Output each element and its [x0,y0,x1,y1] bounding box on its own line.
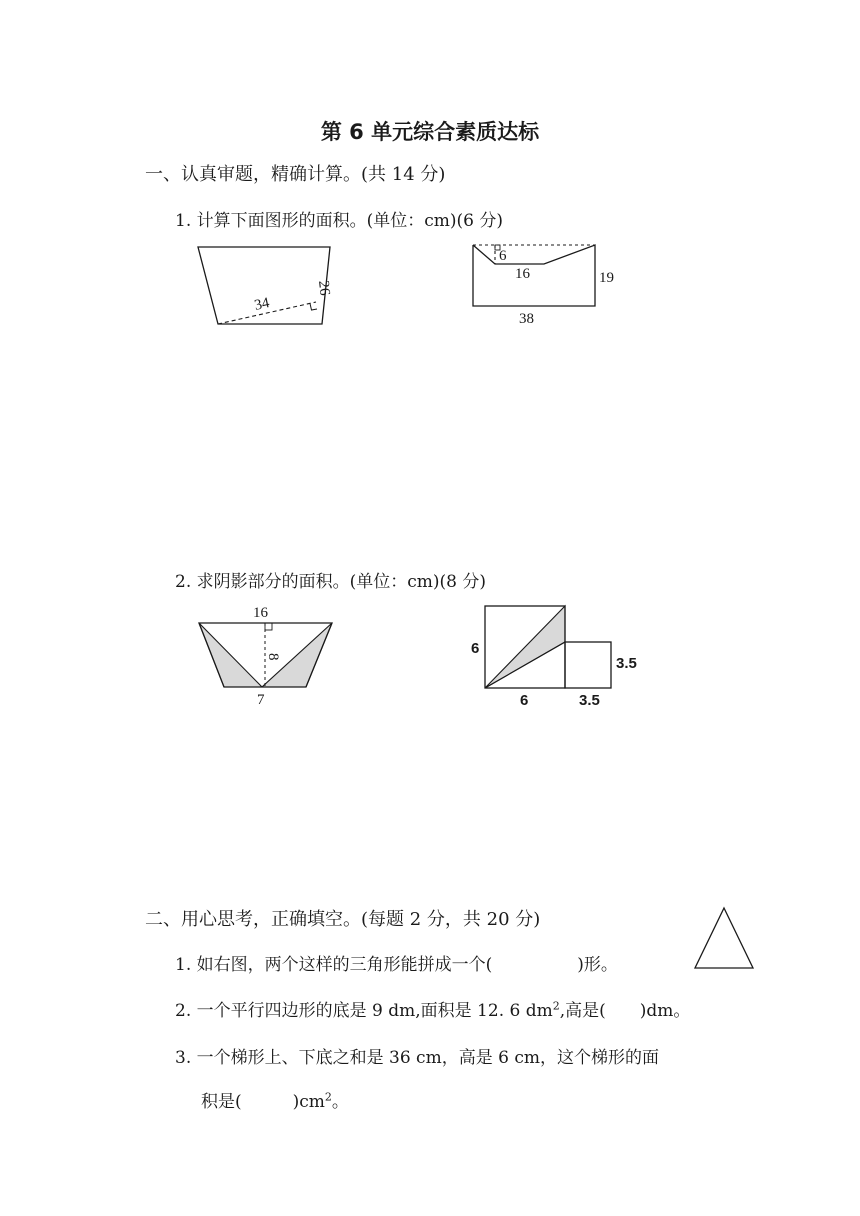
parallelogram-figure [190,240,350,340]
label-right-3-5: 3.5 [616,655,637,672]
label-left-6: 6 [471,640,480,657]
label-bottom-7: 7 [257,692,265,708]
label-bottom-6: 6 [520,692,529,709]
section1-q2-text: 2. 求阴影部分的面积。(单位：cm)(8 分) [175,572,487,592]
page-title: 第 6 单元综合素质达标 [320,120,540,144]
label-bottom-38: 38 [519,311,534,327]
section2-q2-before: 2. 一个平行四边形的底是 9 dm,面积是 12. 6 dm [175,1001,553,1021]
section2-heading: 二、用心思考，正确填空。(每题 2 分，共 20 分) [145,909,541,930]
label-mid-16: 16 [515,266,530,282]
section2-q1: 1. 如右图，两个这样的三角形能拼成一个( )形。 [175,955,618,975]
label-top-16: 16 [253,605,268,621]
trapezoid-shaded-figure [190,600,340,712]
label-base-34: 34 [252,295,271,314]
label-bottom-3-5: 3.5 [579,692,600,709]
label-height-8: 8 [265,653,281,661]
section2-q3-line2 [201,1087,349,1112]
label-top-6: 6 [499,248,507,264]
notched-rectangle-figure [465,238,635,333]
two-squares-shaded-figure [465,600,655,715]
section1-heading: 一、认真审题，精确计算。(共 14 分) [145,164,446,185]
section2-q3-before: 积是( )cm [201,1092,325,1112]
section1-q1-text: 1. 计算下面图形的面积。(单位：cm)(6 分) [175,211,504,231]
section2-q3-after: 。 [331,1092,349,1112]
label-side-19: 19 [599,270,614,286]
section2-q3-line1: 3. 一个梯形上、下底之和是 36 cm，高是 6 cm，这个梯形的面 [175,1048,659,1068]
section2-q2-sup: 2 [552,999,560,1013]
section2-q2-after: ,高是( )dm。 [559,1001,691,1021]
triangle-figure [690,904,760,974]
section2-q2 [175,996,690,1021]
section2-q3-sup: 2 [324,1090,332,1104]
label-height-26: 26 [315,279,333,297]
